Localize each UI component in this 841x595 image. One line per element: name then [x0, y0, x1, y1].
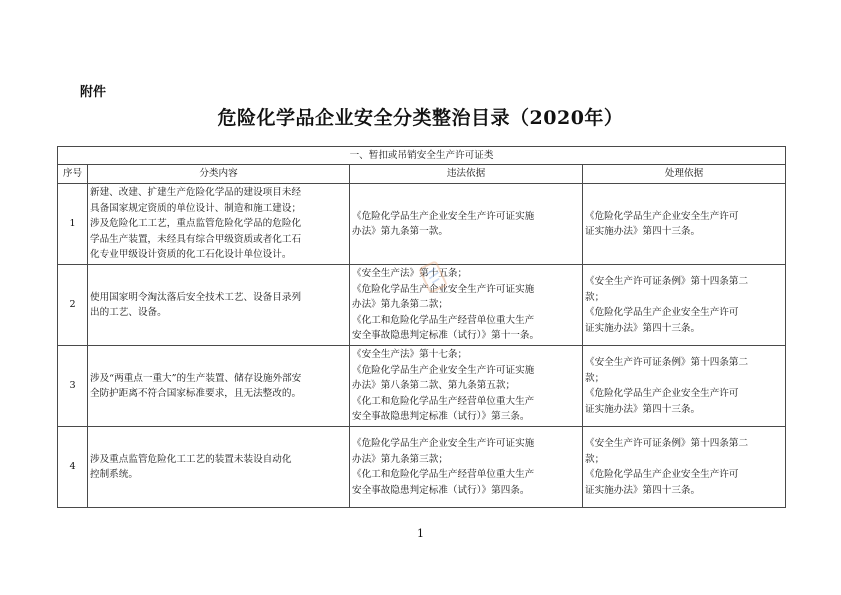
handling-line: 证实施办法》第四十三条。	[585, 226, 701, 237]
violation-line: 《安全生产法》第十五条；	[352, 268, 468, 280]
handling-basis-cell	[583, 427, 786, 508]
content-line: 涉及“两重点一重大”的生产装置、储存设施外部安	[90, 372, 302, 384]
content-line: 控制系统。	[90, 469, 138, 480]
table-row	[58, 184, 786, 265]
violation-line: 办法》第八条第二款、第九条第五款；	[352, 380, 516, 392]
violation-line: 安全事故隐患判定标准（试行）》第四条。	[352, 484, 530, 496]
content-line: 全防护距离不符合国家标准要求，且无法整改的。	[90, 388, 302, 399]
violation-line: 办法》第九条第三款；	[352, 453, 448, 465]
table-row	[58, 427, 786, 508]
column-header-content: 分类内容	[88, 165, 350, 184]
handling-line: 《危险化学品生产企业安全生产许可	[585, 469, 739, 480]
violation-line: 《危险化学品生产企业安全生产许可证实施	[352, 438, 535, 449]
violation-line: 《危险化学品生产企业安全生产许可证实施	[352, 283, 535, 295]
handling-basis-cell	[583, 346, 786, 427]
content-line: 使用国家明令淘汰落后安全技术工艺、设备目录列	[90, 291, 302, 303]
column-header-handling-basis: 处理依据	[583, 165, 786, 184]
violation-line: 《危险化学品生产企业安全生产许可证实施	[352, 210, 535, 222]
row-number: 2	[58, 265, 88, 346]
handling-line: 《安全生产许可证条例》第十四条第二	[585, 438, 749, 449]
content-line: 学品生产装置，未经具有综合甲级资质或者化工石	[90, 233, 302, 245]
handling-line: 《危险化学品生产企业安全生产许可	[585, 210, 739, 222]
violation-line: 《安全生产法》第十七条；	[352, 349, 468, 361]
document-title: 危险化学品企业安全分类整治目录（2020年）	[217, 107, 624, 129]
content-line: 具备国家规定资质的单位设计、制造和施工建设；	[90, 202, 302, 214]
violation-line: 《化工和危险化学品生产经营单位重大生产	[352, 314, 535, 326]
classification-content-cell	[88, 427, 350, 508]
row-number: 4	[58, 427, 88, 508]
section-title: 一、暂扣或吊销安全生产许可证类	[58, 147, 786, 165]
table-row	[58, 265, 786, 346]
attachment-label: 附件	[80, 85, 107, 100]
section-header-row	[58, 147, 786, 165]
classification-content-cell	[88, 184, 350, 265]
violation-basis-cell	[350, 265, 583, 346]
violation-line: 办法》第九条第二款；	[352, 299, 448, 311]
violation-basis-cell	[350, 427, 583, 508]
content-line: 涉及重点监管危险化工工艺的装置未装设自动化	[90, 453, 292, 465]
handling-line: 款；	[585, 372, 605, 384]
violation-line: 《危险化学品生产企业安全生产许可证实施	[352, 364, 535, 376]
violation-line: 《化工和危险化学品生产经营单位重大生产	[352, 469, 535, 480]
content-line: 出的工艺、设备。	[90, 307, 167, 318]
violation-line: 《化工和危险化学品生产经营单位重大生产	[352, 395, 535, 407]
classification-table	[57, 146, 786, 508]
page-number: 1	[417, 527, 424, 540]
violation-line: 办法》第九条第一款。	[352, 226, 448, 237]
handling-line: 证实施办法》第四十三条。	[585, 322, 701, 334]
handling-line: 证实施办法》第四十三条。	[585, 484, 701, 496]
classification-content-cell	[88, 346, 350, 427]
table-row	[58, 346, 786, 427]
classification-content-cell	[88, 265, 350, 346]
handling-line: 《危险化学品生产企业安全生产许可	[585, 307, 739, 318]
handling-line: 款；	[585, 291, 605, 303]
violation-basis-cell	[350, 184, 583, 265]
handling-line: 证实施办法》第四十三条。	[585, 403, 701, 415]
handling-line: 《危险化学品生产企业安全生产许可	[585, 388, 739, 399]
row-number: 3	[58, 346, 88, 427]
column-header-violation-basis: 违法依据	[350, 165, 583, 184]
table-header-row	[58, 165, 786, 184]
handling-line: 《安全生产许可证条例》第十四条第二	[585, 276, 749, 287]
handling-basis-cell	[583, 265, 786, 346]
row-number: 1	[58, 184, 88, 265]
handling-line: 《安全生产许可证条例》第十四条第二	[585, 357, 749, 368]
content-line: 涉及危险化工工艺，重点监管危险化学品的危险化	[90, 218, 302, 230]
violation-basis-cell	[350, 346, 583, 427]
violation-line: 安全事故隐患判定标准（试行）》第十一条。	[352, 330, 540, 342]
handling-basis-cell	[583, 184, 786, 265]
handling-line: 款；	[585, 453, 605, 465]
violation-line: 安全事故隐患判定标准（试行）》第三条。	[352, 411, 530, 423]
column-header-no: 序号	[58, 165, 88, 184]
content-line: 化专业甲级设计资质的化工石化设计单位设计。	[90, 249, 292, 261]
content-line: 新建、改建、扩建生产危险化学品的建设项目未经	[90, 187, 302, 199]
